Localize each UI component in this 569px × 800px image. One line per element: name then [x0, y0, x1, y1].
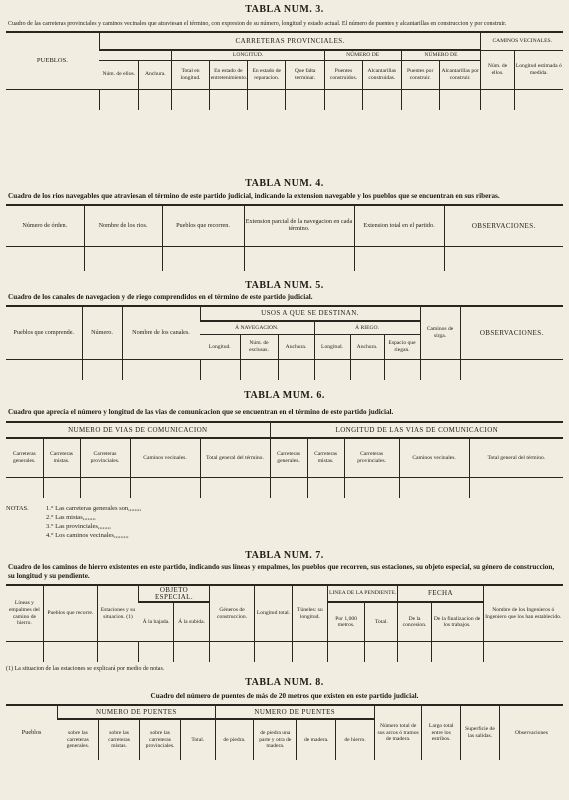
t5-col-numero: Número.	[82, 306, 122, 360]
t7-empty-cell	[365, 642, 398, 663]
t7-empty-cell	[327, 642, 364, 663]
t7-empty-cell	[292, 642, 327, 663]
t7-empty-cell	[97, 642, 138, 663]
numero-puentes-header-b: NUMERO DE PUENTES	[215, 705, 374, 719]
t6-empty-cell	[344, 478, 399, 499]
t7-col-subida: Á la subida.	[174, 602, 209, 642]
objeto-especial-header: OBJETO ESPECIAL.	[139, 585, 210, 602]
table-4-section	[6, 178, 563, 271]
t5-empty-cell	[420, 360, 460, 381]
t3-blank-group	[99, 50, 172, 60]
t3-empty-cell	[324, 89, 362, 110]
numero-de-header-2: NÚMERO DE	[401, 50, 481, 60]
t7-empty-cell	[174, 642, 209, 663]
t5-empty-cell	[6, 360, 82, 381]
t6-empty-cell	[270, 478, 307, 499]
t6-empty-cell	[399, 478, 469, 499]
t6-empty-cell	[469, 478, 563, 499]
table-4-caption: Cuadro de los rios navegables que atraviesan el término de este partido judicial, indicando la extension navegable y los pueblos que se encuentran en sus riberas.	[8, 192, 500, 200]
t3-col-entretenimiento: En estado de entretenimiento.	[209, 60, 247, 89]
t3-col-total: Total en longitud.	[172, 60, 209, 89]
t5-empty-cell	[384, 360, 420, 381]
table-6-caption: Cuadro que aprecia el número y longitud de las vias de comunicacion que se encuentran en el término de este partido judicial.	[8, 408, 394, 416]
t4-empty-cell	[6, 247, 84, 272]
t6-col-long-mistas: Carreteras mistas.	[307, 438, 344, 478]
nota-item: 1.° Las carreteras generales son,,,,,,,,	[46, 505, 142, 512]
t6-col-long-generales: Carreteras generales.	[270, 438, 307, 478]
t5-col-espacio: Espacio que riegan.	[384, 335, 420, 360]
t7-empty-cell	[398, 642, 431, 663]
table-3	[6, 31, 563, 110]
table-7-title: TABLA NUM. 7.	[245, 550, 324, 561]
t4-col-extension-parcial: Extension parcial de la navegacion en cada término.	[244, 205, 354, 247]
t6-col-long-provinciales: Carreteras provinciales.	[344, 438, 399, 478]
t8-col-madera: de madera.	[297, 719, 336, 760]
t3-empty-cell	[172, 89, 209, 110]
table-7-footnote: (1) La situacion de las estaciones se explicará por medio de notas.	[6, 666, 165, 673]
t5-empty-cell	[240, 360, 278, 381]
t5-col-caminos-sirga: Caminos de sirga.	[420, 306, 460, 360]
caminos-vecinales-header: CAMINOS VECINALES.	[481, 32, 563, 50]
t3-empty-cell	[363, 89, 401, 110]
t8-col-total: Total.	[181, 719, 215, 760]
fecha-header: FECHA	[398, 585, 483, 602]
t4-empty-cell	[244, 247, 354, 272]
t6-empty-cell	[200, 478, 270, 499]
t4-empty-cell	[162, 247, 244, 272]
table-7-section	[6, 550, 563, 674]
t6-empty-cell	[43, 478, 80, 499]
t5-col-nav-anchura: Anchura.	[278, 335, 314, 360]
t6-col-long-total: Total general del término.	[469, 438, 563, 478]
t5-col-nombre: Nombre de los canales.	[122, 306, 200, 360]
numero-puentes-header-a: NUMERO DE PUENTES	[58, 705, 215, 719]
t5-empty-cell	[278, 360, 314, 381]
t8-col-mistas: sobre las carreteras mistas.	[99, 719, 140, 760]
t4-empty-cell	[354, 247, 444, 272]
numero-de-header-1: NÚMERO DE	[324, 50, 401, 60]
t3-empty-cell	[286, 89, 324, 110]
t8-col-piedra-madera: de piedra una parte y otra de madera.	[254, 719, 297, 760]
t7-empty-cell	[6, 642, 43, 663]
t8-col-provinciales: sobre las carreteras provinciales.	[140, 719, 181, 760]
t3-empty-cell	[99, 89, 138, 110]
t5-col-observaciones: OBSERVACIONES.	[460, 306, 563, 360]
t5-empty-cell	[350, 360, 384, 381]
t7-col-ingenieros: Nombre de los Ingenieros ó Ingeniero que los han establecido.	[483, 585, 563, 642]
t5-empty-cell	[460, 360, 563, 381]
longitud-header: LONGITUD.	[172, 50, 324, 60]
table-6	[6, 421, 563, 498]
t8-col-piedra: de piedra.	[215, 719, 254, 760]
t3-empty-cell	[139, 89, 172, 110]
t3-empty-cell	[514, 89, 563, 110]
t5-col-pueblos: Pueblos que comprende.	[6, 306, 82, 360]
t4-col-observaciones: OBSERVACIONES.	[444, 205, 563, 247]
table-3-caption: Cuadro de las carreteras provinciales y caminos vecinales que atraviesan el término, con expresion de su número, longitud y estado actual. El número de puentes y alcantarillas en construccion y por construir.	[8, 21, 507, 27]
t3-col-alcantarillas-construir: Alcantarillas por construir.	[439, 60, 481, 89]
t5-empty-cell	[82, 360, 122, 381]
riego-header: Á RIEGO.	[314, 321, 420, 335]
t8-col-hierro: de hierro.	[336, 719, 375, 760]
t7-col-por-mil: Por 1,000 metros.	[327, 602, 364, 642]
t8-col-pueblos: Pueblos	[6, 705, 58, 760]
t5-col-riego-longitud: Longitud.	[314, 335, 350, 360]
t8-col-superficie: Superficie de las salidas.	[461, 705, 500, 760]
t3-col-puentes-construidos: Puentes construidos.	[324, 60, 362, 89]
t4-col-rios: Nombre de los rios.	[84, 205, 162, 247]
t7-empty-cell	[431, 642, 483, 663]
t7-empty-cell	[255, 642, 292, 663]
t4-col-extension-total: Extension total en el partido.	[354, 205, 444, 247]
carreteras-provinciales-header: CARRETERAS PROVINCIALES.	[99, 32, 481, 50]
t3-col-num: Núm. de ellos.	[99, 60, 138, 89]
t7-col-concesion: De la concesion.	[398, 602, 431, 642]
t3-col-terminar: Que falta terminar.	[286, 60, 324, 89]
t7-col-lineas: Líneas y empalmes del camino de hierro.	[6, 585, 43, 642]
t3-empty-cell	[6, 89, 99, 110]
t4-empty-cell	[84, 247, 162, 272]
table-7-caption: Cuadro de los caminos de hierro existentes en este partido, indicando sus líneas y empalmes, los pueblos que recorren, sus estaciones, su objeto especial, su género de construccion, su longitud y su pendiente.	[8, 563, 555, 580]
table-4	[6, 204, 563, 271]
notas-list	[46, 504, 141, 540]
pendiente-header: LINEA DE LA PENDIENTE.	[327, 585, 398, 602]
t5-empty-cell	[314, 360, 350, 381]
navegacion-header: Á NAVEGACION.	[200, 321, 314, 335]
t5-empty-cell	[122, 360, 200, 381]
table-5-section	[6, 280, 563, 380]
t6-col-vecinales: Caminos vecinales.	[130, 438, 200, 478]
t6-empty-cell	[80, 478, 130, 499]
table-3-title: TABLA NUM. 3.	[245, 4, 324, 15]
t3-col-reparacion: En estado de reparacion.	[248, 60, 286, 89]
nota-item: 4.° Los caminos vecinales,,,,,,,,,	[46, 532, 129, 539]
t3-empty-cell	[401, 89, 439, 110]
table-7	[6, 584, 563, 662]
numero-vias-header: NUMERO DE VIAS DE COMUNICACION	[6, 422, 270, 438]
nota-item: 3.° Las provinciales,,,,,,,,	[46, 523, 111, 530]
notas-block	[6, 504, 563, 546]
t3-col-anchura: Anchura.	[139, 60, 172, 89]
t7-col-estaciones: Estaciones y su situacion. (1)	[97, 585, 138, 642]
t3-empty-cell	[209, 89, 247, 110]
t7-col-bajada: Á la bajada.	[139, 602, 174, 642]
usos-header: USOS A QUE SE DESTINAN.	[200, 306, 420, 321]
t5-empty-cell	[200, 360, 240, 381]
t7-col-generos: Géneros de construccion.	[209, 585, 255, 642]
t7-empty-cell	[209, 642, 255, 663]
table-8-caption: Cuadro del número de puentes de más de 20 metros que existen en este partido judicial.	[150, 692, 419, 700]
table-8-title: TABLA NUM. 8.	[245, 677, 324, 688]
longitud-vias-header: LONGITUD DE LAS VIAS DE COMUNICACION	[270, 422, 563, 438]
t6-col-mistas: Carreteras mistas.	[43, 438, 80, 478]
t6-empty-cell	[6, 478, 43, 499]
t6-empty-cell	[130, 478, 200, 499]
t7-col-tuneles: Túneles: su longitud.	[292, 585, 327, 642]
t7-col-total: Total.	[365, 602, 398, 642]
t7-col-finalizacion: De la finalizacion de los trabajos.	[431, 602, 483, 642]
table-6-title: TABLA MUM. 6.	[244, 390, 325, 401]
t6-col-provinciales: Carreteras provinciales.	[80, 438, 130, 478]
t3-col-puentes-construir: Puentes por construir.	[401, 60, 439, 89]
table-5	[6, 305, 563, 380]
t4-col-orden: Número de órden.	[6, 205, 84, 247]
t5-col-riego-anchura: Anchura.	[350, 335, 384, 360]
t8-col-observaciones: Observaciones	[499, 705, 563, 760]
t6-empty-cell	[307, 478, 344, 499]
t7-col-pueblos: Pueblos que recorre.	[43, 585, 97, 642]
t5-col-nav-longitud: Longitud.	[200, 335, 240, 360]
t3-col-alcantarillas-construidas: Alcantarillas construidas.	[363, 60, 401, 89]
t3-num-ellos-col: Núm. de ellos.	[481, 50, 514, 89]
t3-empty-cell	[481, 89, 514, 110]
t7-empty-cell	[43, 642, 97, 663]
t3-longitud-col: Longitud estimada ó medida.	[514, 50, 563, 89]
t4-col-pueblos: Pueblos que recorren.	[162, 205, 244, 247]
table-6-section	[6, 390, 563, 546]
t8-col-generales: sobre las carreteras generales.	[58, 719, 99, 760]
t7-empty-cell	[139, 642, 174, 663]
t8-col-arcos: Número total de sus arcos ó tramos de madera.	[374, 705, 421, 760]
t6-col-total: Total general del término.	[200, 438, 270, 478]
t8-col-largo: Largo total entre los estribos.	[422, 705, 461, 760]
t4-empty-cell	[444, 247, 563, 272]
table-5-caption: Cuadro de los canales de navegacion y de riego comprendidos en el término de este partido judicial.	[8, 293, 313, 301]
table-3-section	[6, 4, 563, 110]
nota-item: 2.° Las mistas,,,,,,,,	[46, 514, 96, 521]
t3-empty-cell	[439, 89, 481, 110]
library-watermark	[430, 690, 550, 790]
t5-col-esclusas: Núm. de esclusas.	[240, 335, 278, 360]
notas-label: NOTAS.	[6, 505, 29, 512]
t6-col-long-vecinales: Caminos vecinales.	[399, 438, 469, 478]
t3-empty-cell	[248, 89, 286, 110]
pueblos-header: PUEBLOS.	[6, 32, 99, 89]
table-4-title: TABLA NUM. 4.	[245, 178, 324, 189]
t7-col-longitud: Longitud total.	[255, 585, 292, 642]
table-5-title: TABLA NUM. 5.	[245, 280, 324, 291]
t6-col-generales: Carreteras generales.	[6, 438, 43, 478]
t7-empty-cell	[483, 642, 563, 663]
